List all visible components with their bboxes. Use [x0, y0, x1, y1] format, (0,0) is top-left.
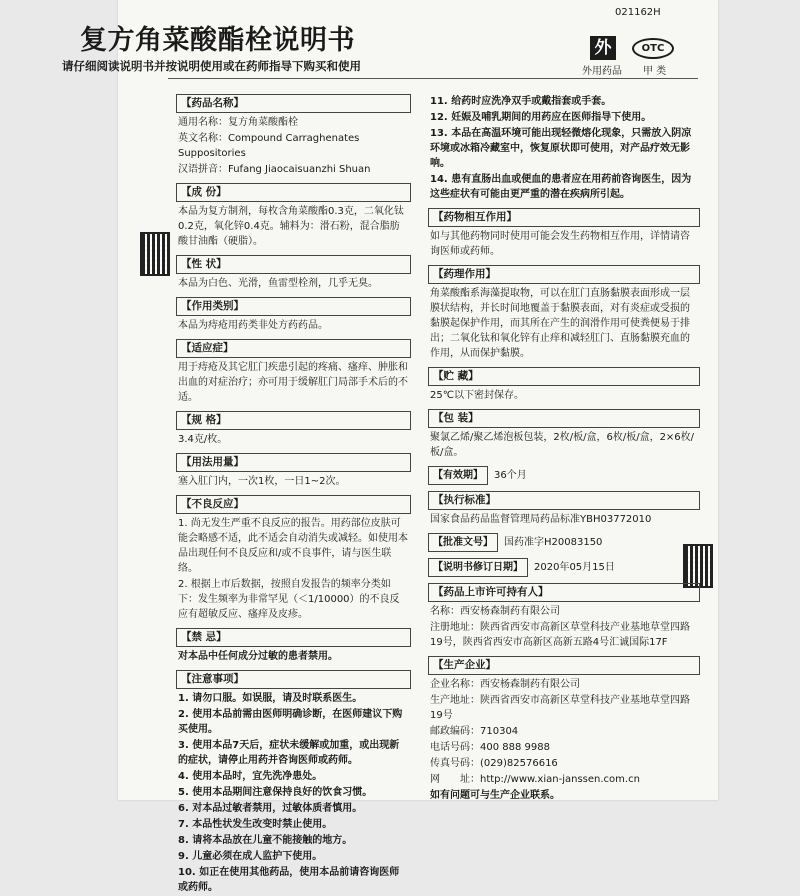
manufacturer-heading: 【生产企业】 — [428, 656, 700, 675]
manufacturer-line: 邮政编码：710304 — [430, 726, 519, 737]
packaging-text: 聚氯乙烯/聚乙烯泡板包装，2枚/板/盒，6枚/板/盒，2×6枚/板/盒。 — [430, 432, 695, 458]
doc-code: 021162H — [615, 7, 661, 18]
drug-name-body — [176, 113, 411, 177]
drug-name-heading: 【药品名称】 — [176, 94, 411, 113]
approval-row — [428, 533, 700, 552]
manufacturer-line: 电话号码：400 888 9988 — [430, 742, 550, 753]
validity-heading: 【有效期】 — [428, 466, 488, 485]
category-heading: 【作用类别】 — [176, 297, 411, 316]
dosage-text: 塞入肛门内，一次1枚，一日1~2次。 — [178, 476, 346, 487]
packaging-heading: 【包 装】 — [428, 409, 700, 428]
otc-badge: OTC — [632, 38, 674, 59]
precaution-item: 4. 使用本品时，宜先洗净患处。 — [178, 771, 323, 782]
english-name: 英文名称：Compound Carraghenates Suppositories — [178, 133, 360, 159]
precaution-item: 13. 本品在高温环境可能出现轻微熔化现象，只需放入阴凉环境或冰箱冷藏室中，恢复原状即可使用，对产品疗效无影响。 — [430, 128, 692, 169]
pharmacology-text: 角菜酸酯系海藻提取物，可以在肛门直肠黏膜表面形成一层膜状结构，并长时间地覆盖于黏膜表面，对有炎症或受损的黏膜起保护作用，而其所在产生的润滑作用可使粪便易于排出；二氧化钛和氧化锌有止痒和减轻肛门、直肠黏膜充血的作用，从而保护黏膜。 — [430, 288, 690, 359]
left-column — [176, 88, 411, 896]
approval-value: 国药准字H20083150 — [504, 537, 603, 548]
adverse-item: 2. 根据上市后数据，按照自发报告的频率分类如下：发生频率为非常罕见（＜1/10000）的不良反应有超敏反应、瘙痒及皮疹。 — [178, 579, 400, 620]
adverse-item: 1. 尚无发生严重不良反应的报告。用药部位皮肤可能会略感不适，此不适会自动消失或减轻。如使用本品出现任何不良反应和/或不良事件，请与医生联络。 — [178, 518, 408, 574]
precaution-item: 11. 给药时应洗净双手或戴指套或手套。 — [430, 96, 612, 107]
contraindications-heading: 【禁 忌】 — [176, 628, 411, 647]
precaution-item: 10. 如正在使用其他药品，使用本品前请咨询医师或药师。 — [178, 867, 400, 893]
precaution-item: 9. 儿童必须在成人监护下使用。 — [178, 851, 323, 862]
manufacturer-line: 网 址：http://www.xian-janssen.com.cn — [430, 774, 640, 785]
manufacturer-line: 生产地址：陕西省西安市高新区草堂科技产业基地草堂四路19号 — [430, 695, 690, 721]
holder-line: 注册地址：陕西省西安市高新区草堂科技产业基地草堂四路19号，陕西省西安市高新区高新五路4号汇诚国际17F — [430, 622, 690, 648]
precaution-item: 2. 使用本品前需由医师明确诊断，在医师建议下购买使用。 — [178, 709, 403, 735]
precaution-item: 7. 本品性状发生改变时禁止使用。 — [178, 819, 333, 830]
description-heading: 【性 状】 — [176, 255, 411, 274]
dosage-heading: 【用法用量】 — [176, 453, 411, 472]
composition-text: 本品为复方制剂，每枚含角菜酸酯0.3克，二氧化钛0.2克，氧化锌0.4克。辅料为：滑石粉，混合脂肪酸甘油酯（硬脂）。 — [178, 206, 404, 247]
storage-heading: 【贮 藏】 — [428, 367, 700, 386]
standard-heading: 【执行标准】 — [428, 491, 700, 510]
manufacturer-line: 传真号码：(029)82576616 — [430, 758, 558, 769]
external-use-badge: 外 — [590, 36, 616, 60]
specification-text: 3.4克/枚。 — [178, 434, 228, 445]
header-divider — [168, 78, 698, 79]
holder-line: 名称：西安杨森制药有限公司 — [430, 606, 560, 617]
otc-class-label: 甲 类 — [643, 66, 667, 77]
barcode-left — [140, 232, 170, 276]
category-text: 本品为痔疮用药类非处方药药品。 — [178, 320, 328, 331]
page-title: 复方角菜酸酯栓说明书 — [80, 25, 355, 56]
pharmacology-heading: 【药理作用】 — [428, 265, 700, 284]
specification-heading: 【规 格】 — [176, 411, 411, 430]
indications-heading: 【适应症】 — [176, 339, 411, 358]
precaution-item: 12. 妊娠及哺乳期间的用药应在医师指导下使用。 — [430, 112, 652, 123]
precaution-item: 1. 请勿口服。如误服，请及时联系医生。 — [178, 693, 363, 704]
external-use-label: 外用药品 — [582, 66, 622, 77]
revision-row — [428, 558, 700, 577]
generic-name: 通用名称：复方角菜酸酯栓 — [178, 117, 298, 128]
pinyin-name: 汉语拼音：Fufang Jiaocaisuanzhi Shuan — [178, 164, 371, 175]
precaution-item: 3. 使用本品7天后，症状未缓解或加重，或出现新的症状，请停止用药并咨询医师或药师。 — [178, 740, 400, 766]
storage-text: 25℃以下密封保存。 — [430, 390, 524, 401]
precaution-item: 5. 使用本品期间注意保持良好的饮食习惯。 — [178, 787, 373, 798]
revision-value: 2020年05月15日 — [534, 562, 615, 573]
precaution-item: 6. 对本品过敏者禁用，过敏体质者慎用。 — [178, 803, 363, 814]
holder-heading: 【药品上市许可持有人】 — [428, 583, 700, 602]
interactions-text: 如与其他药物同时使用可能会发生药物相互作用，详情请咨询医师或药师。 — [430, 231, 690, 257]
contraindications-text: 对本品中任何成分过敏的患者禁用。 — [178, 651, 338, 662]
right-column — [428, 88, 700, 804]
revision-heading: 【说明书修订日期】 — [428, 558, 528, 577]
composition-heading: 【成 份】 — [176, 183, 411, 202]
contact-footer: 如有问题可与生产企业联系。 — [430, 790, 560, 801]
approval-heading: 【批准文号】 — [428, 533, 498, 552]
interactions-heading: 【药物相互作用】 — [428, 208, 700, 227]
standard-text: 国家食品药品监督管理局药品标准YBH03772010 — [430, 514, 652, 525]
precaution-item: 14. 患有直肠出血或便血的患者应在用药前咨询医生，因为这些症状有可能由更严重的潜在疾病所引起。 — [430, 174, 692, 200]
description-text: 本品为白色、光滑，鱼雷型栓剂，几乎无臭。 — [178, 278, 378, 289]
validity-row — [428, 466, 700, 485]
manufacturer-line: 企业名称：西安杨森制药有限公司 — [430, 679, 580, 690]
precaution-item: 8. 请将本品放在儿童不能接触的地方。 — [178, 835, 353, 846]
validity-value: 36个月 — [494, 470, 527, 481]
adverse-reactions-heading: 【不良反应】 — [176, 495, 411, 514]
precautions-heading: 【注意事项】 — [176, 670, 411, 689]
indications-text: 用于痔疮及其它肛门疾患引起的疼痛、瘙痒、肿胀和出血的对症治疗；亦可用于缓解肛门局部手术后的不适。 — [178, 362, 408, 403]
subtitle: 请仔细阅读说明书并按说明使用或在药师指导下购买和使用 — [62, 59, 361, 73]
